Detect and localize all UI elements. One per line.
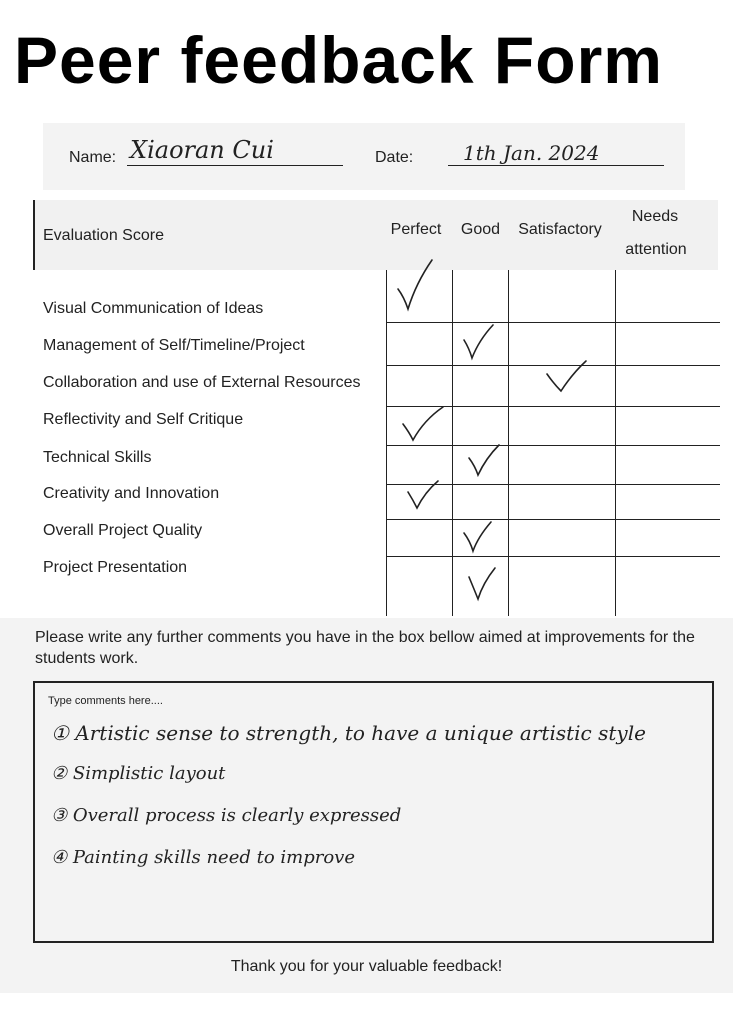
comment-line: ③ Overall process is clearly expressed [51,805,402,826]
checkmark-icon[interactable] [396,257,438,313]
checkmark-icon[interactable] [544,358,590,396]
checkmark-icon[interactable] [461,322,497,362]
criterion-label: Visual Communication of Ideas [43,300,264,317]
column-good: Good [460,221,501,238]
date-label: Date: [375,149,414,166]
thank-you-message: Thank you for your valuable feedback! [230,958,503,975]
column-needs: Needs [631,208,679,225]
grid-row-line [386,322,720,323]
name-underline [127,165,343,166]
checkmark-icon[interactable] [466,442,502,480]
criterion-label: Technical Skills [43,449,152,466]
name-label: Name: [69,149,117,166]
checkmark-icon[interactable] [405,478,441,512]
column-attention: attention [625,241,687,258]
column-satisfactory: Satisfactory [518,221,602,238]
comments-prompt: Please write any further comments you have in the box bellow aimed at improvements for the students work. [35,629,695,667]
date-underline [448,165,664,166]
criterion-label: Collaboration and use of External Resources [43,374,361,391]
evaluation-score-header: Evaluation Score [43,227,164,244]
comment-line: ② Simplistic layout [51,763,226,784]
date-field[interactable]: 1th Jan. 2024 [463,141,600,165]
criterion-label: Project Presentation [43,559,188,576]
form-title: Peer feedback Form [14,23,663,97]
grid-row-line [386,556,720,557]
comments-placeholder: Type comments here.... [48,695,163,707]
comment-line: ① Artistic sense to strength, to have a unique artistic style [51,721,646,745]
name-field[interactable]: Xiaoran Cui [130,136,274,164]
checkmark-icon[interactable] [461,519,495,555]
criterion-label: Creativity and Innovation [43,485,220,502]
checkmark-icon[interactable] [466,565,498,603]
criterion-label: Reflectivity and Self Critique [43,411,244,428]
checkmark-icon[interactable] [400,404,446,444]
column-perfect: Perfect [390,221,442,238]
comments-textarea[interactable] [33,681,714,943]
criterion-label: Management of Self/Timeline/Project [43,337,305,354]
criterion-label: Overall Project Quality [43,522,203,539]
grid-row-line [386,445,720,446]
grid-row-line [386,519,720,520]
comment-line: ④ Painting skills need to improve [51,847,355,868]
